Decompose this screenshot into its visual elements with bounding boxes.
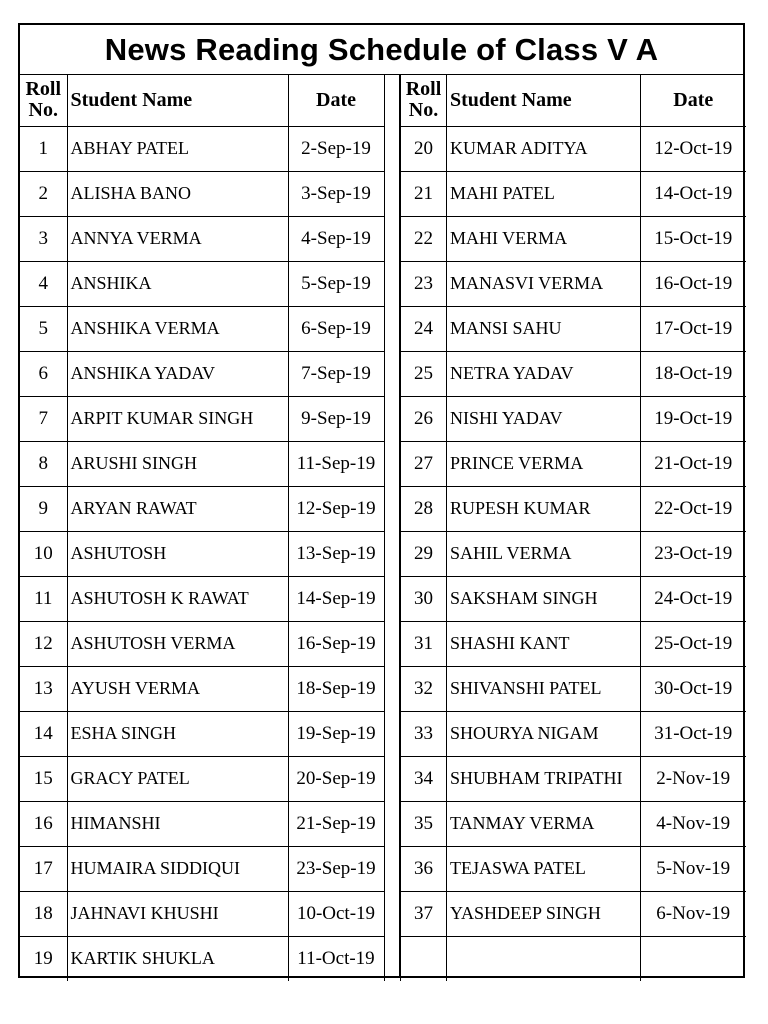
student-name-cell: ABHAY PATEL [67,126,288,171]
table-row [401,261,746,306]
table-row [20,441,384,486]
date-cell: 20-Sep-19 [288,756,384,801]
student-name-cell: KUMAR ADITYA [447,126,641,171]
date-cell: 25-Oct-19 [641,621,746,666]
student-name-cell: SAKSHAM SINGH [447,576,641,621]
table-row [20,216,384,261]
date-cell: 22-Oct-19 [641,486,746,531]
date-header: Date [641,75,746,126]
table-row [401,666,746,711]
date-cell: 17-Oct-19 [641,306,746,351]
student-name-cell: ARPIT KUMAR SINGH [67,396,288,441]
roll-header-line2: No. [28,99,58,122]
table-row [20,891,384,936]
student-name-cell: ESHA SINGH [67,711,288,756]
roll-no-cell: 36 [401,846,447,891]
date-cell: 23-Sep-19 [288,846,384,891]
roll-no-cell: 30 [401,576,447,621]
date-cell: 12-Oct-19 [641,126,746,171]
schedule-sheet [18,23,745,978]
date-cell: 19-Oct-19 [641,396,746,441]
student-name-cell: RUPESH KUMAR [447,486,641,531]
student-name-cell: SHOURYA NIGAM [447,711,641,756]
roll-no-cell: 27 [401,441,447,486]
roll-no-cell: 4 [20,261,67,306]
schedule-body-right [401,126,746,981]
date-cell: 12-Sep-19 [288,486,384,531]
date-cell: 30-Oct-19 [641,666,746,711]
date-cell: 21-Sep-19 [288,801,384,846]
date-cell: 31-Oct-19 [641,711,746,756]
table-row [401,486,746,531]
roll-no-cell: 19 [20,936,67,981]
roll-no-cell: 25 [401,351,447,396]
roll-no-cell: 34 [401,756,447,801]
roll-no-cell: 24 [401,306,447,351]
roll-no-cell: 32 [401,666,447,711]
roll-no-cell: 35 [401,801,447,846]
table-row [401,126,746,171]
table-row [401,351,746,396]
table-row [401,891,746,936]
date-cell: 3-Sep-19 [288,171,384,216]
roll-no-cell: 26 [401,396,447,441]
roll-no-header [401,75,447,126]
student-name-cell: SHIVANSHI PATEL [447,666,641,711]
date-cell: 14-Oct-19 [641,171,746,216]
student-name-cell: YASHDEEP SINGH [447,891,641,936]
student-name-cell: JAHNAVI KHUSHI [67,891,288,936]
table-row [20,126,384,171]
date-cell [641,936,746,981]
table-row [401,936,746,981]
roll-no-cell: 31 [401,621,447,666]
roll-no-cell: 22 [401,216,447,261]
table-row [401,171,746,216]
date-cell: 13-Sep-19 [288,531,384,576]
table-row [401,846,746,891]
student-name-cell: ARUSHI SINGH [67,441,288,486]
date-cell: 21-Oct-19 [641,441,746,486]
roll-no-cell: 17 [20,846,67,891]
date-cell: 11-Sep-19 [288,441,384,486]
table-row [20,351,384,396]
date-cell: 18-Oct-19 [641,351,746,396]
student-name-header: Student Name [67,75,288,126]
roll-no-cell: 14 [20,711,67,756]
date-cell: 5-Sep-19 [288,261,384,306]
student-name-cell: ANSHIKA VERMA [67,306,288,351]
column-gutter [384,75,400,976]
student-name-cell: MANASVI VERMA [447,261,641,306]
title-row [20,25,743,75]
roll-no-cell: 28 [401,486,447,531]
date-cell: 11-Oct-19 [288,936,384,981]
table-row [20,846,384,891]
roll-no-cell: 3 [20,216,67,261]
student-name-cell: HIMANSHI [67,801,288,846]
student-name-cell: SAHIL VERMA [447,531,641,576]
roll-no-cell: 21 [401,171,447,216]
schedule-table-left [20,75,385,981]
table-row [20,306,384,351]
student-name-cell [447,936,641,981]
student-name-cell: ARYAN RAWAT [67,486,288,531]
table-row [20,621,384,666]
table-row [20,801,384,846]
student-name-cell: MAHI VERMA [447,216,641,261]
table-row [401,306,746,351]
roll-header-line1: Roll [25,78,62,101]
table-row [20,396,384,441]
student-name-cell: MAHI PATEL [447,171,641,216]
schedule-body-left [20,126,384,981]
date-cell: 5-Nov-19 [641,846,746,891]
date-cell: 23-Oct-19 [641,531,746,576]
student-name-cell: ASHUTOSH K RAWAT [67,576,288,621]
date-cell: 10-Oct-19 [288,891,384,936]
table-row [20,171,384,216]
date-cell: 7-Sep-19 [288,351,384,396]
table-row [20,711,384,756]
date-cell: 6-Nov-19 [641,891,746,936]
student-name-cell: SHUBHAM TRIPATHI [447,756,641,801]
table-row [20,576,384,621]
student-name-cell: NISHI YADAV [447,396,641,441]
student-name-cell: ALISHA BANO [67,171,288,216]
student-name-cell: ASHUTOSH VERMA [67,621,288,666]
roll-header-line2: No. [408,99,439,122]
table-row [401,801,746,846]
roll-no-cell: 12 [20,621,67,666]
table-row [20,261,384,306]
table-row [401,621,746,666]
table-row [401,576,746,621]
date-cell: 16-Sep-19 [288,621,384,666]
table-row [20,666,384,711]
date-cell: 4-Sep-19 [288,216,384,261]
table-row [20,531,384,576]
student-name-cell: NETRA YADAV [447,351,641,396]
roll-no-cell: 5 [20,306,67,351]
roll-no-cell: 16 [20,801,67,846]
student-name-cell: GRACY PATEL [67,756,288,801]
date-cell: 16-Oct-19 [641,261,746,306]
student-name-cell: SHASHI KANT [447,621,641,666]
header-row [401,75,746,126]
roll-no-cell [401,936,447,981]
table-row [20,936,384,981]
roll-no-cell: 20 [401,126,447,171]
roll-no-cell: 13 [20,666,67,711]
date-header: Date [288,75,384,126]
date-cell: 18-Sep-19 [288,666,384,711]
table-row [20,486,384,531]
roll-no-cell: 15 [20,756,67,801]
student-name-cell: KARTIK SHUKLA [67,936,288,981]
roll-no-cell: 37 [401,891,447,936]
date-cell: 4-Nov-19 [641,801,746,846]
date-cell: 24-Oct-19 [641,576,746,621]
roll-no-cell: 33 [401,711,447,756]
date-cell: 2-Sep-19 [288,126,384,171]
student-name-cell: MANSI SAHU [447,306,641,351]
student-name-cell: ANSHIKA YADAV [67,351,288,396]
student-name-cell: TANMAY VERMA [447,801,641,846]
student-name-cell: AYUSH VERMA [67,666,288,711]
student-name-cell: HUMAIRA SIDDIQUI [67,846,288,891]
roll-no-cell: 8 [20,441,67,486]
schedule-table-right [400,75,746,981]
student-name-cell: ASHUTOSH [67,531,288,576]
roll-header-line1: Roll [405,78,442,101]
table-row [401,711,746,756]
roll-no-cell: 23 [401,261,447,306]
roll-no-cell: 18 [20,891,67,936]
roll-no-header [20,75,67,126]
date-cell: 6-Sep-19 [288,306,384,351]
roll-no-cell: 29 [401,531,447,576]
table-row [20,756,384,801]
table-row [401,531,746,576]
student-name-cell: TEJASWA PATEL [447,846,641,891]
roll-no-cell: 2 [20,171,67,216]
roll-no-cell: 7 [20,396,67,441]
roll-no-cell: 6 [20,351,67,396]
roll-no-cell: 11 [20,576,67,621]
student-name-header: Student Name [447,75,641,126]
date-cell: 15-Oct-19 [641,216,746,261]
student-name-cell: ANSHIKA [67,261,288,306]
table-row [401,441,746,486]
roll-no-cell: 1 [20,126,67,171]
header-row [20,75,384,126]
roll-no-cell: 10 [20,531,67,576]
date-cell: 19-Sep-19 [288,711,384,756]
roll-no-cell: 9 [20,486,67,531]
student-name-cell: ANNYA VERMA [67,216,288,261]
table-row [401,756,746,801]
page-title: News Reading Schedule of Class V A [104,32,659,67]
date-cell: 9-Sep-19 [288,396,384,441]
student-name-cell: PRINCE VERMA [447,441,641,486]
table-row [401,396,746,441]
table-row [401,216,746,261]
date-cell: 14-Sep-19 [288,576,384,621]
date-cell: 2-Nov-19 [641,756,746,801]
